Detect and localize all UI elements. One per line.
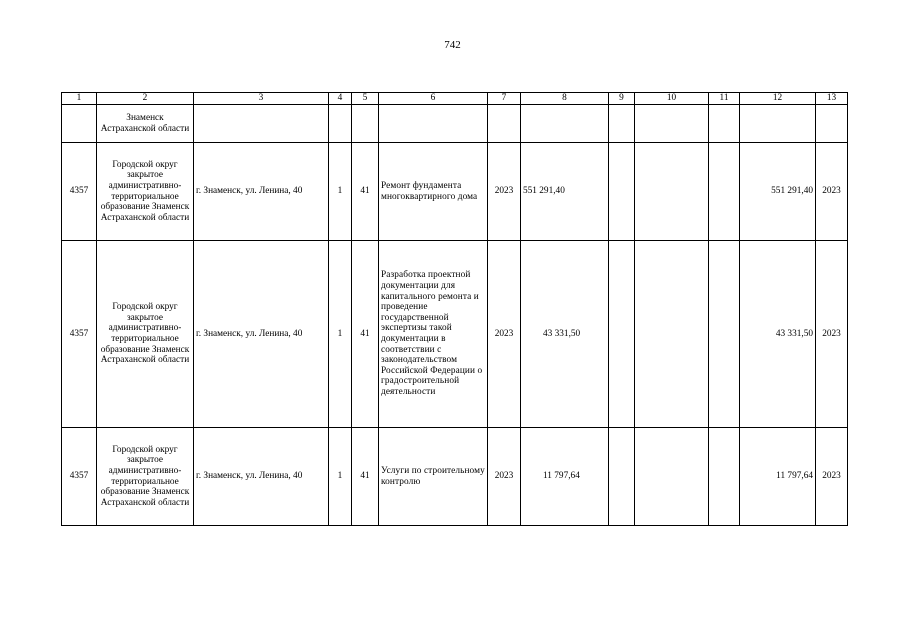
- col10-cell: [635, 143, 709, 241]
- column-number: 9: [609, 93, 635, 105]
- end-year-cell: 2023: [816, 241, 848, 428]
- address-cell: г. Знаменск, ул. Ленина, 40: [194, 241, 329, 428]
- col9-cell: [609, 143, 635, 241]
- total-cell: 11 797,64: [740, 428, 816, 526]
- address-cell: г. Знаменск, ул. Ленина, 40: [194, 428, 329, 526]
- col4-cell: 1: [329, 241, 352, 428]
- col10-cell: [635, 241, 709, 428]
- year-cell: 2023: [488, 241, 521, 428]
- col5-cell: [352, 105, 379, 143]
- amount-cell: 11 797,64: [521, 428, 609, 526]
- amount-cell: [521, 105, 609, 143]
- column-number: 12: [740, 93, 816, 105]
- col5-cell: 41: [352, 143, 379, 241]
- column-number-row: [62, 93, 848, 105]
- work-type-cell: Услуги по строительному контролю: [379, 428, 488, 526]
- municipality-cell: Городской округ закрытое административно-территориальное образование Знаменск Астраханской области: [97, 143, 194, 241]
- col9-cell: [609, 241, 635, 428]
- end-year-cell: 2023: [816, 428, 848, 526]
- address-cell: [194, 105, 329, 143]
- amount-cell: 551 291,40: [521, 143, 609, 241]
- col9-cell: [609, 428, 635, 526]
- work-type-cell: [379, 105, 488, 143]
- total-cell: 551 291,40: [740, 143, 816, 241]
- page-number: 742: [444, 39, 461, 51]
- row-number: 4357: [62, 143, 97, 241]
- total-cell: [740, 105, 816, 143]
- column-number: 11: [709, 93, 740, 105]
- column-number: 1: [62, 93, 97, 105]
- table-row: [62, 428, 848, 526]
- municipality-cell: Знаменск Астраханской области: [97, 105, 194, 143]
- column-number: 5: [352, 93, 379, 105]
- table-row: [62, 241, 848, 428]
- column-number: 4: [329, 93, 352, 105]
- col10-cell: [635, 105, 709, 143]
- end-year-cell: 2023: [816, 143, 848, 241]
- column-number: 2: [97, 93, 194, 105]
- row-number: 4357: [62, 241, 97, 428]
- municipality-cell: Городской округ закрытое административно-территориальное образование Знаменск Астраханской области: [97, 428, 194, 526]
- end-year-cell: [816, 105, 848, 143]
- capital-repair-table: [61, 92, 848, 526]
- table-row: [62, 143, 848, 241]
- column-number: 13: [816, 93, 848, 105]
- col11-cell: [709, 143, 740, 241]
- year-cell: 2023: [488, 143, 521, 241]
- col11-cell: [709, 105, 740, 143]
- column-number: 8: [521, 93, 609, 105]
- municipality-cell: Городской округ закрытое административно-территориальное образование Знаменск Астраханской области: [97, 241, 194, 428]
- column-number: 6: [379, 93, 488, 105]
- col11-cell: [709, 241, 740, 428]
- col4-cell: 1: [329, 143, 352, 241]
- col5-cell: 41: [352, 241, 379, 428]
- column-number: 3: [194, 93, 329, 105]
- year-cell: 2023: [488, 428, 521, 526]
- col4-cell: 1: [329, 428, 352, 526]
- address-cell: г. Знаменск, ул. Ленина, 40: [194, 143, 329, 241]
- col9-cell: [609, 105, 635, 143]
- work-type-cell: Ремонт фундамента многоквартирного дома: [379, 143, 488, 241]
- col11-cell: [709, 428, 740, 526]
- col10-cell: [635, 428, 709, 526]
- col4-cell: [329, 105, 352, 143]
- row-number: [62, 105, 97, 143]
- row-number: 4357: [62, 428, 97, 526]
- work-type-cell: Разработка проектной документации для капитального ремонта и проведение государственной экспертизы такой документации в соответствии с законодательством Российской Федерации о градостроительной деятельности: [379, 241, 488, 428]
- table-row: [62, 105, 848, 143]
- amount-cell: 43 331,50: [521, 241, 609, 428]
- year-cell: [488, 105, 521, 143]
- total-cell: 43 331,50: [740, 241, 816, 428]
- column-number: 7: [488, 93, 521, 105]
- column-number: 10: [635, 93, 709, 105]
- col5-cell: 41: [352, 428, 379, 526]
